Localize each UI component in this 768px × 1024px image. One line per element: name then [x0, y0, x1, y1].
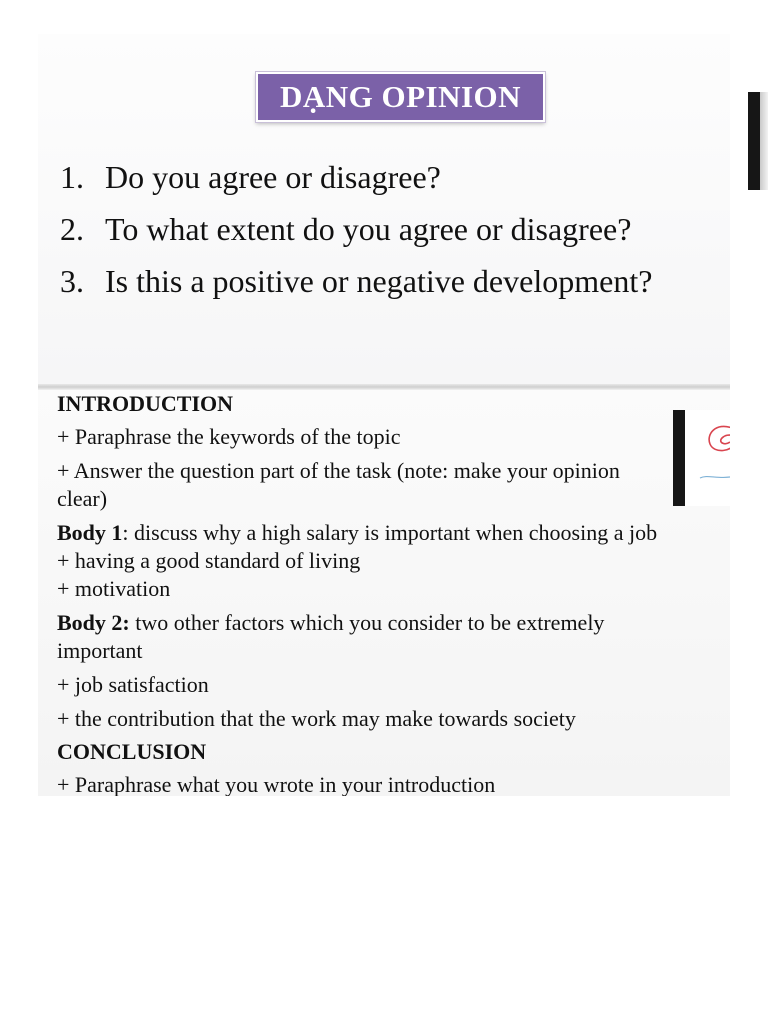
conclusion-heading: CONCLUSION: [57, 739, 207, 764]
question-item: [60, 262, 652, 300]
body2-point: + the contribution that the work may make towards society: [57, 706, 576, 731]
body1-line: [57, 519, 730, 547]
question-list: [60, 158, 652, 314]
question-item: [60, 210, 652, 248]
question-text: To what extent do you agree or disagree?: [105, 211, 632, 247]
body1-point: + having a good standard of living: [57, 548, 361, 573]
essay-structure-slide: [38, 390, 730, 796]
blue-scribble-icon: [698, 470, 730, 484]
question-number: 3.: [60, 263, 84, 299]
question-text: Do you agree or disagree?: [105, 159, 441, 195]
body1-point: + motivation: [57, 576, 171, 601]
essay-outline: [57, 390, 730, 796]
adjacent-slide-edge: [673, 410, 685, 506]
question-text: Is this a positive or negative development?: [105, 263, 653, 299]
body2-text-continuation: important: [57, 638, 143, 663]
intro-point: + Paraphrase the keywords of the topic: [57, 424, 401, 449]
conclusion-point: + Paraphrase what you wrote in your introduction: [57, 772, 496, 796]
question-number: 2.: [60, 211, 84, 247]
red-scribble-icon: [702, 420, 730, 460]
introduction-heading: INTRODUCTION: [57, 391, 234, 416]
adjacent-slide-shadow: [760, 92, 768, 190]
body1-text: : discuss why a high salary is important when choosing a job: [122, 520, 658, 545]
body2-text: two other factors which you consider to be extremely: [129, 610, 605, 635]
question-item: [60, 158, 652, 196]
question-number: 1.: [60, 159, 84, 195]
body2-line: [57, 609, 730, 637]
body2-label: Body 2:: [57, 610, 130, 635]
intro-point: + Answer the question part of the task (note: make your opinion: [57, 458, 620, 483]
adjacent-slide-edge: [748, 92, 760, 190]
body2-point: + job satisfaction: [57, 672, 209, 697]
intro-point-continuation: clear): [57, 486, 108, 511]
body1-label: Body 1: [57, 520, 123, 545]
slide-title: DẠNG OPINION: [256, 72, 545, 122]
opinion-types-slide: [38, 34, 730, 384]
